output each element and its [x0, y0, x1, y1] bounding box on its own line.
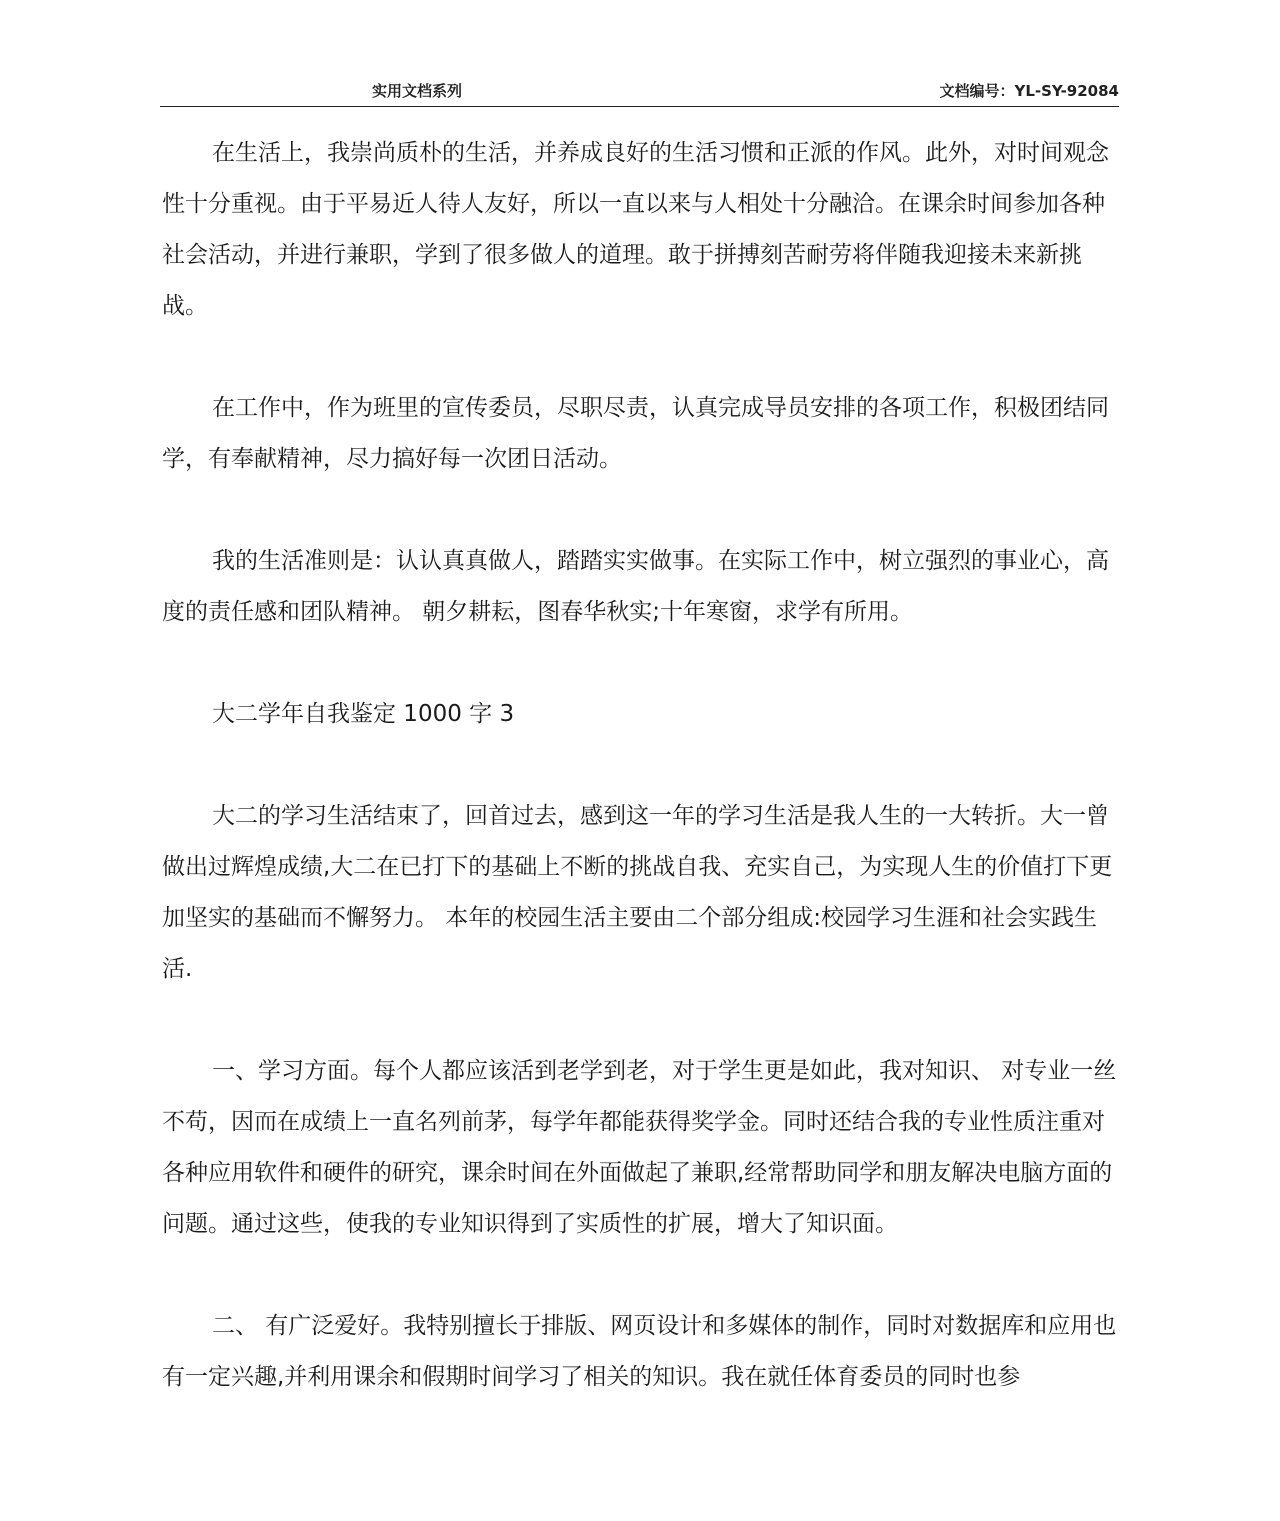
paragraph-intro: 大二的学习生活结束了，回首过去，感到这一年的学习生活是我人生的一大转折。大一曾做出过辉煌成绩,大二在已打下的基础上不断的挑战自我、充实自己，为实现人生的价值打下更加坚实的基础而不懈努力。 本年的校园生活主要由二个部分组成:校园学习生涯和社会实践生活.: [162, 803, 1113, 982]
document-series: 实用文档系列: [372, 82, 463, 100]
paragraph-work: 在工作中，作为班里的宣传委员，尽职尽责，认真完成导员安排的各项工作，积极团结同学，有奉献精神，尽力搞好每一次团日活动。: [162, 395, 1109, 472]
paragraph-life: 在生活上，我崇尚质朴的生活，并养成良好的生活习惯和正派的作风。此外，对时间观念性十分重视。由于平易近人待人友好，所以一直以来与人相处十分融洽。在课余时间参加各种社会活动，并进行兼职，学到了很多做人的道理。敢于拼搏刻苦耐劳将伴随我迎接未来新挑战。: [162, 140, 1109, 319]
section-heading: 大二学年自我鉴定 1000 字 3: [212, 701, 515, 727]
paragraph-hobbies: 二、 有广泛爱好。我特别擅长于排版、网页设计和多媒体的制作，同时对数据库和应用也有一定兴趣,并利用课余和假期时间学习了相关的知识。我在就任体育委员的同时也参: [162, 1313, 1117, 1390]
paragraph-study: 一、学习方面。每个人都应该活到老学到老，对于学生更是如此，我对知识、 对专业一丝不苟，因而在成绩上一直名列前茅，每学年都能获得奖学金。同时还结合我的专业性质注重对各种应用软件和硬件的研究，课余时间在外面做起了兼职,经常帮助同学和朋友解决电脑方面的问题。通过这些，使我的专业知识得到了实质性的扩展，增大了知识面。: [162, 1058, 1117, 1237]
page-header: [160, 78, 1119, 107]
document-number: 文档编号：YL-SY-92084: [939, 82, 1119, 100]
document-body: [162, 128, 1120, 1454]
paragraph-principle: 我的生活准则是：认认真真做人，踏踏实实做事。在实际工作中，树立强烈的事业心，高度的责任感和团队精神。 朝夕耕耘，图春华秋实;十年寒窗，求学有所用。: [162, 548, 1109, 625]
